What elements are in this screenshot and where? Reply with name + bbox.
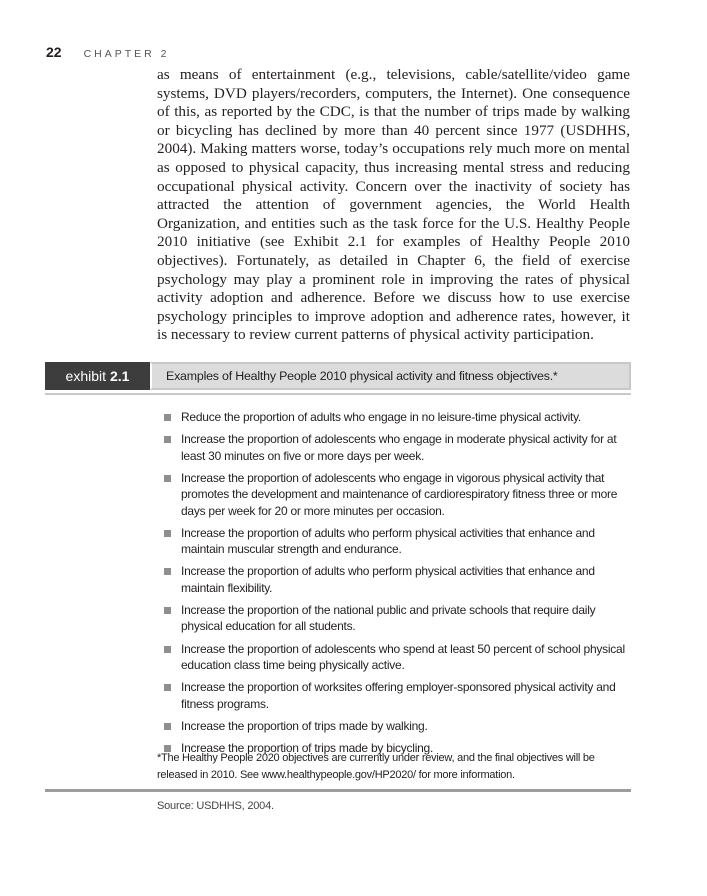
square-bullet-icon [164, 475, 171, 482]
exhibit-label-word: exhibit [65, 368, 106, 384]
square-bullet-icon [164, 723, 171, 730]
list-item [163, 641, 633, 674]
list-item-text: Increase the proportion of adolescents who engage in vigorous physical activity that promotes the development and maintenance of cardiorespiratory fitness three or more days per week for 20 or more minutes per occasion. [181, 470, 618, 518]
list-item [163, 602, 633, 635]
exhibit-bottom-divider [45, 789, 631, 792]
list-item-text: Increase the proportion of trips made by walking. [181, 718, 428, 733]
running-head [46, 44, 170, 60]
body-paragraph: as means of entertainment (e.g., televisions, cable/satellite/video game systems, DVD players/recorders, computers, the Internet). One consequence of this, as reported by the CDC, is that the number of trips made by walking or bicycling has declined by more than 40 percent since 1977 (USDHHS, 2004). Making matters worse, today’s occupations rely much more on mental as opposed to physical capacity, thus increasing mental stress and reducing occupational physical activity. Concern over the inactivity of society has attracted the attention of government agencies, the World Health Organization, and entities such as the task force for the U.S. Healthy People 2010 initiative (see Exhibit 2.1 for examples of Healthy People 2010 objectives). Fortunately, as detailed in Chapter 6, the field of exercise psychology may play a prominent role in improving the rates of physical activity adoption and adherence. Before we discuss how to use exercise psychology principles to improve adoption and adherence rates, however, it is necessary to review current patterns of physical activity participation. [157, 66, 630, 344]
list-item [163, 409, 633, 426]
source-citation: Source: USDHHS, 2004. [157, 800, 274, 812]
square-bullet-icon [164, 607, 171, 614]
list-item [163, 470, 633, 520]
list-item [163, 718, 633, 735]
square-bullet-icon [164, 414, 171, 421]
square-bullet-icon [164, 684, 171, 691]
list-item-text: Reduce the proportion of adults who engage in no leisure-time physical activity. [181, 410, 582, 424]
chapter-label: CHAPTER 2 [83, 48, 170, 60]
exhibit-header [45, 362, 631, 390]
list-item-text: Increase the proportion of adults who perform physical activities that enhance and maintain flexibility. [181, 564, 595, 595]
square-bullet-icon [164, 568, 171, 575]
exhibit-title: Examples of Healthy People 2010 physical activity and fitness objectives.* [150, 362, 631, 390]
exhibit-label-number: 2.1 [110, 368, 130, 384]
list-item [163, 563, 633, 596]
list-item-text: Increase the proportion of adolescents who spend at least 50 percent of school physical education class time being physically active. [181, 641, 625, 673]
list-item-text: Increase the proportion of adults who perform physical activities that enhance and maintain muscular strength and endurance. [181, 525, 595, 557]
list-item [163, 679, 633, 712]
exhibit-footnote: *The Healthy People 2020 objectives are currently under review, and the final objectives will be released in 2010. See www.healthypeople.gov/HP2020/ for more information. [157, 752, 595, 781]
page-number: 22 [46, 44, 62, 60]
square-bullet-icon [164, 530, 171, 537]
list-item-text: Increase the proportion of trips made by bicycling. [181, 740, 434, 755]
exhibit-label [45, 362, 150, 390]
list-item-text: Increase the proportion of adolescents who engage in moderate physical activity for at least 30 minutes on five or more days per week. [181, 432, 617, 463]
square-bullet-icon [164, 646, 171, 653]
list-item [163, 525, 633, 558]
objectives-list [163, 409, 633, 762]
exhibit-header-divider [45, 393, 631, 395]
list-item [163, 431, 633, 464]
list-item-text: Increase the proportion of worksites offering employer-sponsored physical activity and fitness programs. [181, 680, 616, 711]
list-item-text: Increase the proportion of the national public and private schools that require daily physical education for all students. [181, 602, 596, 634]
square-bullet-icon [164, 436, 171, 443]
